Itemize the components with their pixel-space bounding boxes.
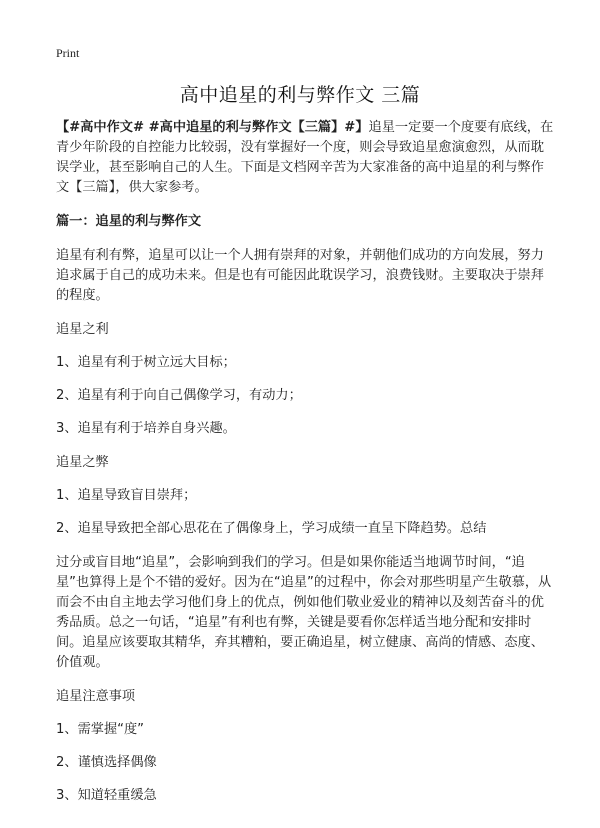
benefit-item: 2、追星有利于向自己偶像学习，有动力； (56, 388, 302, 403)
print-link[interactable]: Print (56, 46, 80, 60)
drawback-item: 1、追星导致盲目崇拜； (56, 488, 197, 503)
intro-paragraph (56, 118, 556, 198)
page-title: 高中追星的利与弊作文 三篇 (179, 84, 421, 106)
benefit-item: 1、追星有利于树立远大目标； (56, 355, 236, 370)
notes-heading: 追星注意事项 (56, 689, 136, 704)
paragraph-summary: 过分或盲目地“追星”，会影响到我们的学习。但是如果你能适当地调节时间，“追星”也算得上是个不错的爱好。因为在“追星”的过程中，你会对那些明星产生敬慕，从而会不由自主地去学习他们身上的优点，例如他们敬业爱业的精神以及刻苦奋斗的优秀品质。总之一句话，“追星”有利也有弊，关键是要看你怎样适当地分配和安排时间。追星应该要取其精华，弃其糟粕，要正确追星，树立健康、高尚的情感、态度、价值观。 (56, 555, 552, 670)
drawback-item: 2、追星导致把全部心思花在了偶像身上，学习成绩一直呈下降趋势。总结 (56, 521, 487, 536)
benefit-item: 3、追星有利于培养自身兴趣。 (56, 421, 236, 436)
article-body (56, 118, 556, 806)
note-item: 2、谨慎选择偶像 (56, 755, 157, 770)
intro-tag: 【#高中作文# #高中追星的利与弊作文【三篇】#】 (56, 120, 369, 135)
note-item: 1、需掌握“度” (56, 722, 144, 737)
section-heading: 篇一：追星的利与弊作文 (56, 214, 202, 229)
drawbacks-heading: 追星之弊 (56, 455, 109, 470)
intro-text: 追星一定要一个度要有底线，在青少年阶段的自控能力比较弱，没有掌握好一个度，则会导致追星愈演愈烈，从而耽误学业，甚至影响自己的人生。下面是文档网辛苦为大家准备的高中追星的利与弊作文【三篇】，供大家参考。 (56, 120, 554, 195)
paragraph-overview: 追星有利有弊，追星可以让一个人拥有崇拜的对象，并朝他们成功的方向发展，努力追求属于自己的成功未来。但是也有可能因此耽误学习，浪费钱财。主要取决于崇拜的程度。 (56, 248, 544, 303)
note-item: 3、知道轻重缓急 (56, 788, 157, 803)
benefits-heading: 追星之利 (56, 322, 109, 337)
